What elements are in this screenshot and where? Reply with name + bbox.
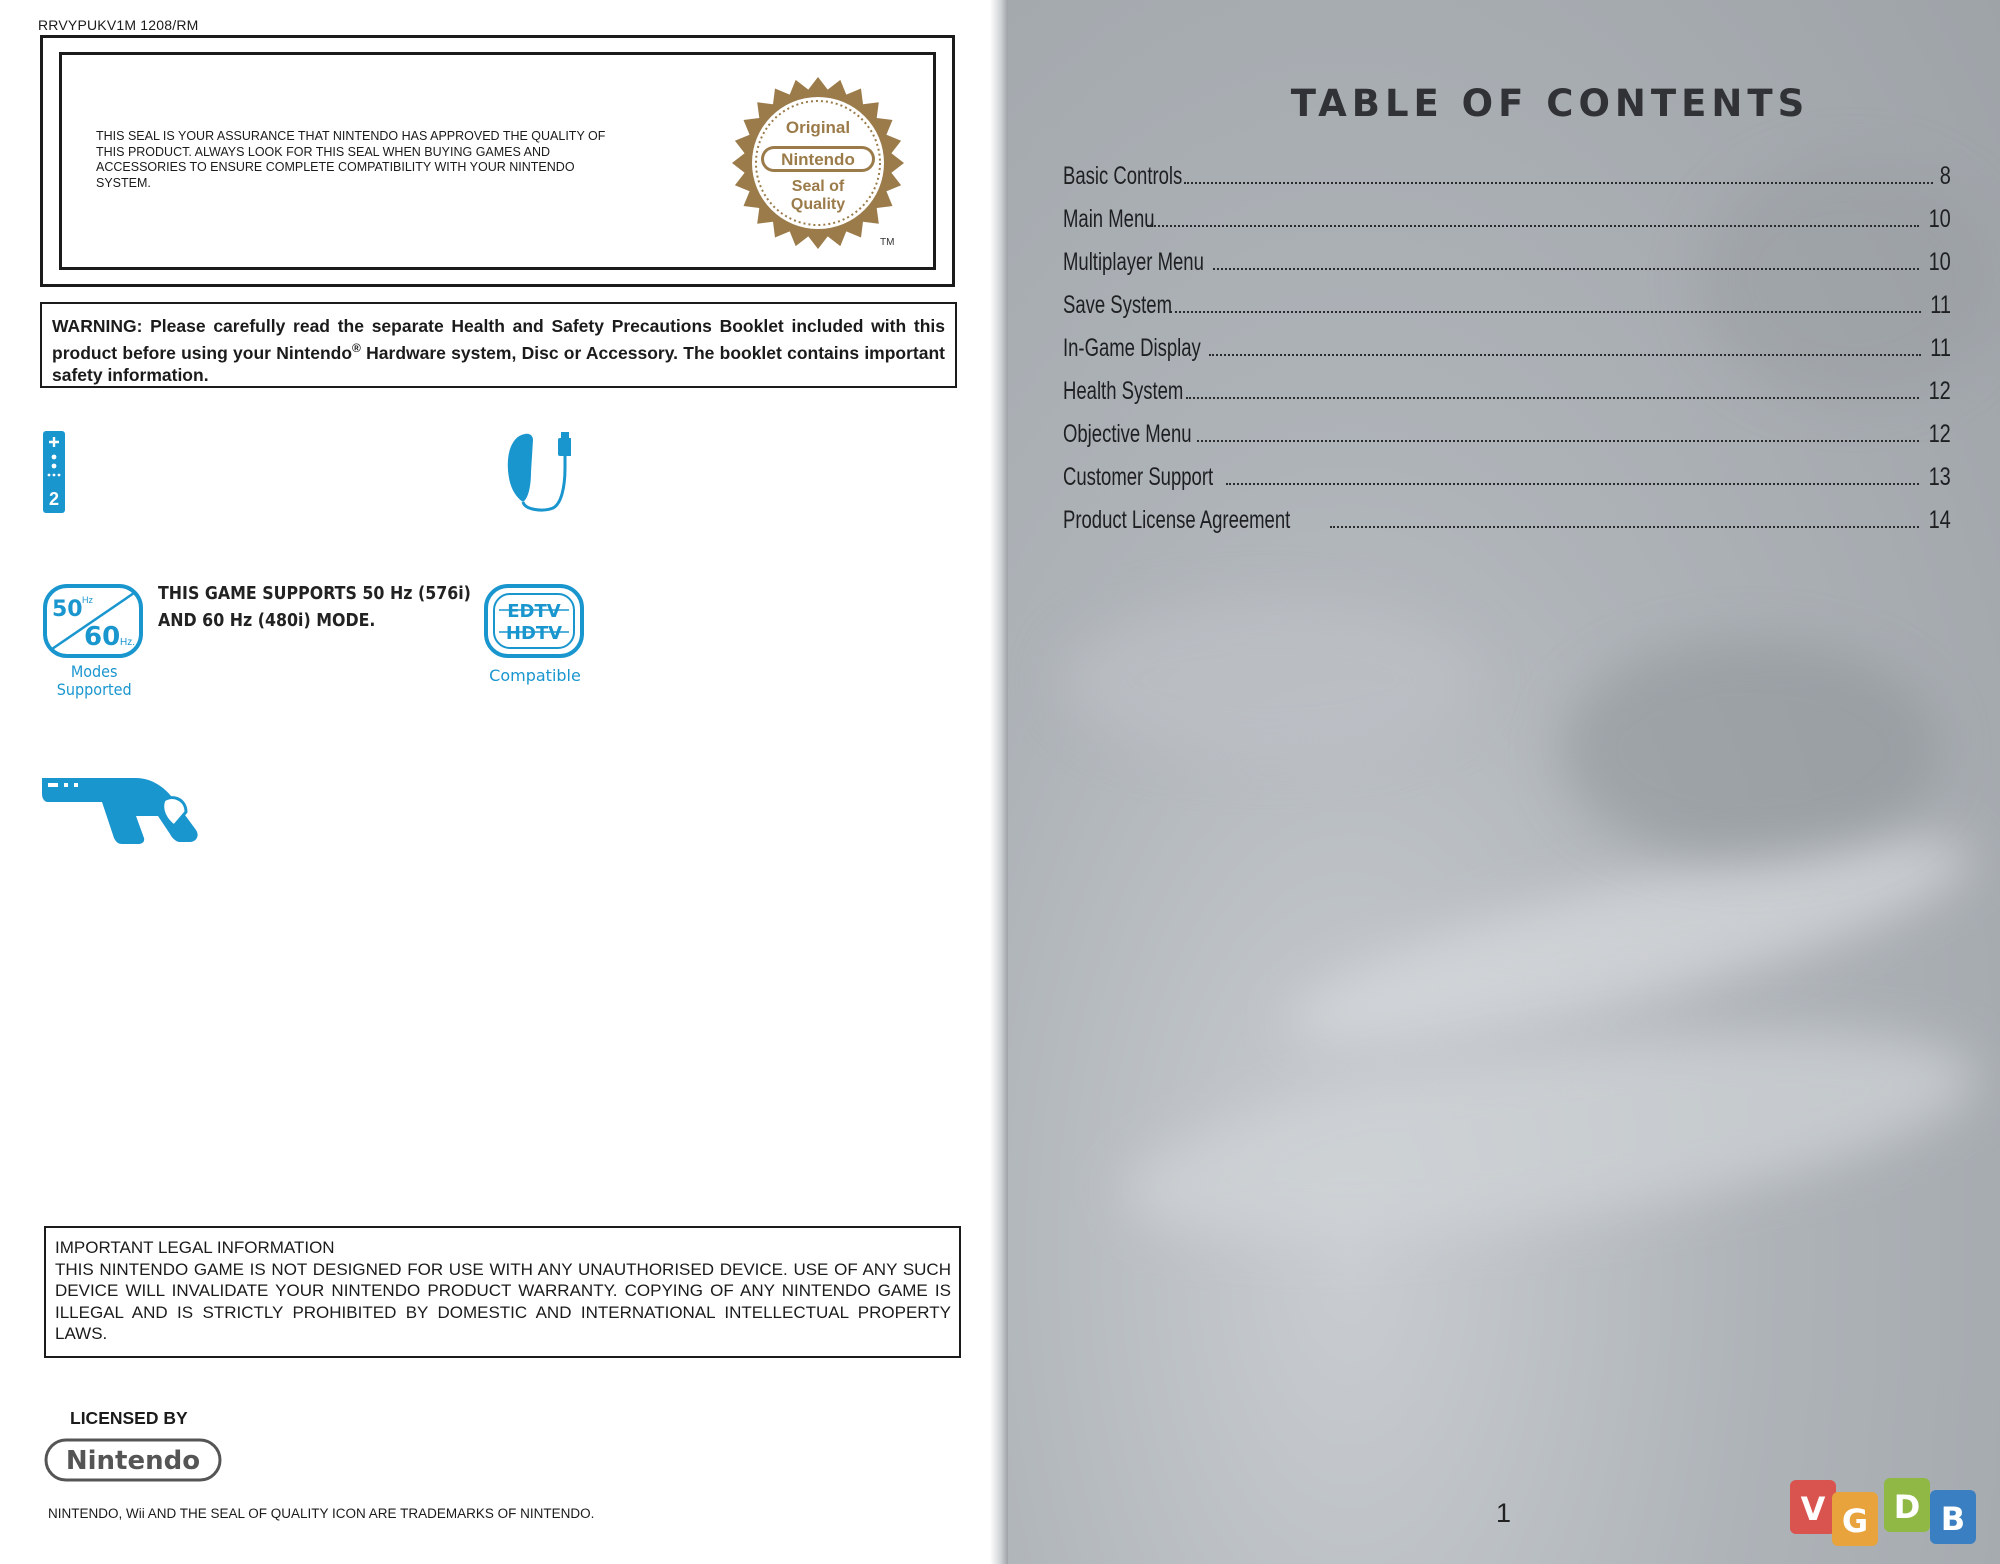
vgdb-letter-d: D	[1893, 1488, 1921, 1526]
svg-text:Hz: Hz	[82, 595, 93, 605]
page-number: 1	[1496, 1498, 1512, 1528]
toc-item-page: 11	[1930, 334, 1951, 362]
nintendo-logo-text: Nintendo	[65, 1446, 201, 1476]
toc-leader	[1197, 440, 1919, 442]
toc-item-title: Customer Support	[1063, 463, 1214, 491]
legal-information-box	[44, 1226, 961, 1358]
seal-assurance-text: THIS SEAL IS YOUR ASSURANCE THAT NINTENDO HAS APPROVED THE QUALITY OF THIS PRODUCT. ALWAYS LOOK FOR THIS SEAL WHEN BUYING GAMES AND ACCESSORIES TO ENSURE COMPLETE COMPATIBILITY WITH YOUR NINTENDO SYSTEM.	[96, 129, 606, 190]
modes-supported-icon	[42, 583, 146, 701]
toc-item-title: Multiplayer Menu	[1063, 248, 1204, 276]
licensed-by: LICENSED BY	[70, 1408, 188, 1428]
toc-item-page: 12	[1928, 377, 1951, 405]
warning-text-end: Hardware system, Disc or Accessory. The booklet contains important safety information.	[52, 342, 946, 385]
vgdb-watermark	[1790, 1478, 1990, 1546]
toc-leader	[1213, 268, 1919, 270]
toc-item	[1063, 363, 1951, 406]
vgdb-letter-v: V	[1800, 1490, 1826, 1528]
seal-of-quality-box	[40, 35, 955, 287]
toc-item	[1063, 148, 1951, 191]
toc-list	[1063, 148, 1951, 535]
toc-title: TABLE OF CONTENTS	[1290, 82, 1810, 125]
toc-item-page: 10	[1928, 205, 1951, 233]
toc-item-page: 11	[1930, 291, 1951, 319]
trademark-notice: NINTENDO, Wii AND THE SEAL OF QUALITY ICON ARE TRADEMARKS OF NINTENDO.	[48, 1506, 595, 1521]
hz-support-line-2: AND 60 Hz (480i) MODE.	[158, 610, 376, 631]
toc-leader	[1147, 225, 1920, 227]
toc-item-title: Health System	[1063, 377, 1184, 405]
warning-lead: WARNING:	[52, 316, 143, 336]
toc-item-title: Save System	[1063, 291, 1172, 319]
toc-item-page: 8	[1939, 162, 1951, 190]
wii-remote-label: 2	[48, 489, 60, 509]
svg-text:Hz.: Hz.	[120, 637, 135, 648]
toc-item	[1063, 406, 1951, 449]
toc-leader	[1209, 354, 1921, 356]
vgdb-letter-b: B	[1940, 1500, 1966, 1538]
toc-item-page: 10	[1928, 248, 1951, 276]
nunchuk-icon	[503, 428, 571, 514]
vgdb-letter-g: G	[1841, 1502, 1869, 1540]
registered-mark: ®	[352, 341, 361, 355]
hdtv-compatible-label: Compatible	[489, 666, 581, 685]
modes-60: 60	[84, 622, 121, 652]
toc-item-page: 12	[1928, 420, 1951, 448]
toc-item-title: Objective Menu	[1063, 420, 1192, 448]
wii-zapper-icon	[40, 772, 205, 844]
nintendo-logo	[44, 1438, 222, 1482]
seal-tm: TM	[880, 237, 895, 248]
seal-line-quality: Quality	[790, 196, 846, 213]
toc-leader	[1184, 182, 1933, 184]
toc-item-title: Main Menu	[1063, 205, 1155, 233]
seal-box-inner-border	[59, 52, 936, 270]
modes-label-2: Supported	[56, 680, 132, 700]
toc-leader	[1170, 311, 1921, 313]
toc-leader	[1226, 483, 1919, 485]
toc-item	[1063, 277, 1951, 320]
toc-item	[1063, 449, 1951, 492]
edtv-hdtv-icon	[483, 583, 587, 687]
seal-brand: Nintendo	[781, 150, 855, 169]
modes-50: 50	[52, 597, 83, 622]
hdtv-label: HDTV	[505, 623, 563, 644]
modes-label-1: Modes	[70, 662, 118, 682]
warning-text: Please carefully read the separate Health and Safety Precautions Booklet included with this product before using your Nintendo	[52, 316, 945, 363]
legal-title: IMPORTANT LEGAL INFORMATION	[55, 1238, 335, 1257]
product-code: RRVYPUKV1M 1208/RM	[38, 17, 199, 33]
toc-leader	[1330, 526, 1919, 528]
edtv-label: EDTV	[507, 601, 561, 622]
seal-line-seal-of: Seal of	[791, 178, 845, 195]
toc-item-page: 14	[1928, 506, 1951, 534]
toc-item-title: In-Game Display	[1063, 334, 1201, 362]
toc-item-title: Product License Agreement	[1063, 506, 1291, 534]
hz-support-line-1: THIS GAME SUPPORTS 50 Hz (576i)	[158, 583, 471, 604]
book-spine	[990, 0, 1008, 1564]
legal-body: THIS NINTENDO GAME IS NOT DESIGNED FOR USE WITH ANY UNAUTHORISED DEVICE. USE OF ANY SUCH DEVICE WILL INVALIDATE YOUR NINTENDO PRODUCT WARRANTY. COPYING OF ANY NINTENDO GAME IS ILLEGAL AND IS STRICTLY PROHIBITED BY DOMESTIC AND INTERNATIONAL INTELLECTUAL PROPERTY LAWS.	[55, 1259, 951, 1343]
toc-item-title: Basic Controls	[1063, 162, 1183, 190]
hz-support-text	[158, 580, 471, 634]
wii-remote-icon	[42, 430, 66, 514]
seal-of-quality-icon	[730, 75, 910, 255]
toc-item	[1063, 492, 1951, 535]
seal-line-original: Original	[785, 118, 851, 137]
toc-leader	[1186, 397, 1920, 399]
toc-item	[1063, 234, 1951, 277]
warning-notice	[40, 302, 957, 388]
toc-item-page: 13	[1928, 463, 1951, 491]
toc-item	[1063, 320, 1951, 363]
toc-item	[1063, 191, 1951, 234]
